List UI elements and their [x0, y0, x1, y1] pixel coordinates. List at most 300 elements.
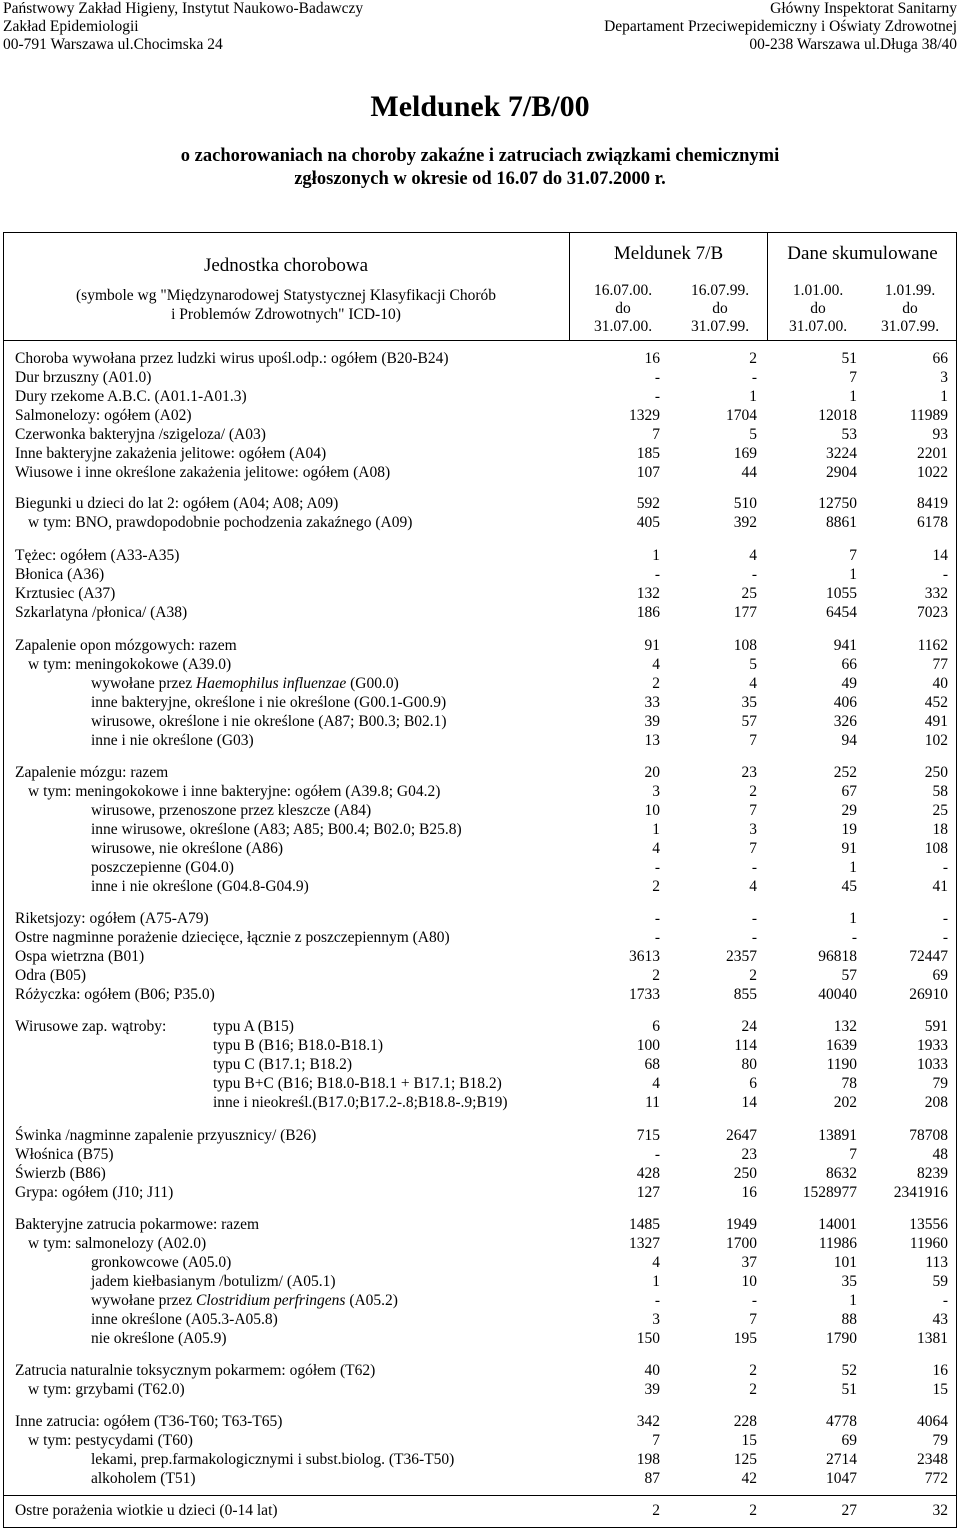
value-cell: 132 [833, 1018, 857, 1035]
value-cell: 252 [833, 764, 857, 781]
value-cell: 2201 [917, 445, 948, 462]
value-cell: 772 [924, 1470, 948, 1487]
value-cell: - [751, 929, 757, 946]
value-cell: 79 [932, 1432, 948, 1449]
value-cell: 715 [636, 1127, 660, 1144]
value-cell: 1 [849, 566, 857, 583]
value-cell: 14 [741, 1094, 757, 1111]
report-subtitle [0, 145, 960, 191]
value-cell: 1190 [826, 1056, 857, 1073]
table-row [0, 1036, 960, 1055]
value-cell: 94 [841, 732, 857, 749]
table-row [0, 584, 960, 603]
row-label: Czerwonka bakteryjna /szigeloza/ (A03) [15, 426, 266, 443]
row-label: inne i nie określone (G04.8-G04.9) [91, 878, 309, 895]
value-cell: - [942, 910, 948, 927]
table-row [0, 1017, 960, 1036]
value-cell: - [942, 859, 948, 876]
table-row [0, 349, 960, 368]
value-cell: - [654, 388, 660, 405]
row-label: Grypa: ogółem (J10; J11) [15, 1184, 174, 1201]
value-cell: 13556 [909, 1216, 948, 1233]
value-cell: 1 [849, 388, 857, 405]
value-cell: 72447 [909, 948, 948, 965]
value-cell: 33 [644, 694, 660, 711]
row-label: Dur brzuszny (A01.0) [15, 369, 152, 386]
value-cell: 4 [652, 1254, 660, 1271]
column-header-line: do [615, 300, 631, 317]
column-header-line: 1.01.99. [884, 282, 936, 299]
row-label: Inne zatrucia: ogółem (T36-T60; T63-T65) [15, 1413, 283, 1430]
row-label [91, 1291, 398, 1310]
row-label: w tym: meningokokowe i inne bakteryjne: ogółem (A39.8; G04.2) [28, 783, 441, 800]
value-cell: 100 [636, 1037, 660, 1054]
value-cell: 13891 [818, 1127, 857, 1144]
value-cell: 23 [741, 764, 757, 781]
value-cell: 7 [849, 1146, 857, 1163]
value-cell: 2 [749, 350, 757, 367]
table-row [0, 763, 960, 782]
value-cell: 1329 [629, 407, 660, 424]
value-cell: 15 [741, 1432, 757, 1449]
value-cell: 7 [749, 1311, 757, 1328]
value-cell: 113 [925, 1254, 948, 1271]
table-row [0, 1361, 960, 1380]
row-label: Dury rzekome A.B.C. (A01.1-A01.3) [15, 388, 247, 405]
value-cell: 4778 [826, 1413, 857, 1430]
sender-line: Państwowy Zakład Higieny, Instytut Naukowo-Badawczy [3, 0, 364, 17]
value-cell: 2 [652, 967, 660, 984]
table-row [0, 1272, 960, 1291]
value-cell: 2 [652, 1502, 660, 1519]
value-cell: 7 [652, 426, 660, 443]
row-label: Ospa wietrzna (B01) [15, 948, 145, 965]
value-cell: 16 [644, 350, 660, 367]
value-cell: 93 [932, 426, 948, 443]
value-cell: 1 [652, 1273, 660, 1290]
value-cell: 39 [644, 713, 660, 730]
table-row [0, 1234, 960, 1253]
value-cell: 4 [652, 840, 660, 857]
value-cell: 250 [733, 1165, 757, 1182]
table-row [0, 513, 960, 532]
value-cell: 6178 [917, 514, 948, 531]
table-row [0, 877, 960, 896]
value-cell: 35 [841, 1273, 857, 1290]
value-cell: - [654, 369, 660, 386]
value-cell: 4 [749, 547, 757, 564]
value-cell: 69 [841, 1432, 857, 1449]
row-label-part: (G00.0) [346, 675, 399, 692]
value-cell: 78708 [909, 1127, 948, 1144]
value-cell: 8239 [917, 1165, 948, 1182]
value-cell: 14001 [818, 1216, 857, 1233]
value-cell: 59 [932, 1273, 948, 1290]
value-cell: 8861 [826, 514, 857, 531]
value-cell: 332 [924, 585, 948, 602]
value-cell: 40040 [818, 986, 857, 1003]
row-label: Inne bakteryjne zakażenia jelitowe: ogółem (A04) [15, 445, 327, 462]
value-cell: 198 [636, 1451, 660, 1468]
value-cell: 1022 [917, 464, 948, 481]
value-cell: 591 [924, 1018, 948, 1035]
row-label: wirusowe, określone i nie określone (A87; B00.3; B02.1) [91, 713, 447, 730]
value-cell: - [654, 929, 660, 946]
value-cell: 27 [841, 1502, 857, 1519]
value-cell: 132 [636, 585, 660, 602]
row-label: Włośnica (B75) [15, 1146, 114, 1163]
table-row [0, 782, 960, 801]
value-cell: 11 [645, 1094, 660, 1111]
column-header-line: 16.07.00. [593, 282, 653, 299]
row-label: alkoholem (T51) [91, 1470, 196, 1487]
value-cell: - [751, 566, 757, 583]
value-cell: 1162 [917, 637, 948, 654]
value-cell: 79 [932, 1075, 948, 1092]
row-sublabel: typu A (B15) [213, 1018, 294, 1035]
value-cell: - [942, 1292, 948, 1309]
value-cell: 91 [841, 840, 857, 857]
value-cell: 1704 [726, 407, 757, 424]
value-cell: 15 [932, 1381, 948, 1398]
value-cell: 43 [932, 1311, 948, 1328]
row-label: lekami, prep.farmakologicznymi i subst.biolog. (T36-T50) [91, 1451, 455, 1468]
table-row [0, 1183, 960, 1202]
value-cell: 13 [644, 732, 660, 749]
value-cell: 1047 [826, 1470, 857, 1487]
value-cell: - [751, 369, 757, 386]
header-divider [3, 340, 957, 341]
table-row [0, 1164, 960, 1183]
value-cell: 428 [636, 1165, 660, 1182]
table-row [0, 966, 960, 985]
value-cell: 452 [924, 694, 948, 711]
column-header-line: do [902, 300, 918, 317]
row-label: inne i nie określone (G03) [91, 732, 254, 749]
group-header-report: Meldunek 7/B [613, 243, 724, 264]
value-cell: - [751, 859, 757, 876]
row-label-italic-part: Haemophilus influenzae [196, 675, 347, 692]
table-row [0, 368, 960, 387]
table-row [0, 1055, 960, 1074]
value-cell: 10 [644, 802, 660, 819]
value-cell: 10 [741, 1273, 757, 1290]
value-cell: 7 [749, 840, 757, 857]
value-cell: 4064 [917, 1413, 948, 1430]
value-cell: 67 [841, 783, 857, 800]
value-cell: 108 [924, 840, 948, 857]
unit-column-subtitle [3, 286, 569, 324]
value-cell: 78 [841, 1075, 857, 1092]
value-cell: 51 [841, 1381, 857, 1398]
value-cell: 1381 [917, 1330, 948, 1347]
value-cell: 2348 [917, 1451, 948, 1468]
value-cell: 510 [733, 495, 757, 512]
value-cell: 26910 [909, 986, 948, 1003]
table-row [0, 909, 960, 928]
report-title: Meldunek 7/B/00 [370, 90, 590, 123]
value-cell: 208 [924, 1094, 948, 1111]
value-cell: 77 [932, 656, 948, 673]
value-cell: 2 [749, 783, 757, 800]
value-cell: 49 [841, 675, 857, 692]
value-cell: 2647 [726, 1127, 757, 1144]
row-label: Riketsjozy: ogółem (A75-A79) [15, 910, 209, 927]
row-label-italic-part: Clostridium perfringens [196, 1292, 346, 1309]
value-cell: 250 [924, 764, 948, 781]
value-cell: 14 [932, 547, 948, 564]
row-label: Świerzb (B86) [15, 1165, 106, 1182]
subtitle-line: zgłoszonych w okresie od 16.07 do 31.07.2000 r. [294, 169, 666, 189]
table-row [0, 1329, 960, 1348]
row-label-part: wywołane przez [91, 1292, 197, 1309]
value-cell: 58 [932, 783, 948, 800]
footer-divider [3, 1495, 957, 1496]
value-cell: 11960 [909, 1235, 948, 1252]
value-cell: 2 [749, 1502, 757, 1519]
value-cell: 52 [841, 1362, 857, 1379]
column-header-line: 31.07.99. [690, 318, 750, 335]
sender-line: 00-791 Warszawa ul.Chocimska 24 [3, 36, 223, 53]
row-label: Tężec: ogółem (A33-A35) [15, 547, 180, 564]
value-cell: 326 [833, 713, 857, 730]
row-label: Błonica (A36) [15, 566, 105, 583]
value-cell: 32 [932, 1502, 948, 1519]
value-cell: 114 [734, 1037, 757, 1054]
table-row [0, 425, 960, 444]
row-label [91, 674, 399, 693]
value-cell: - [654, 910, 660, 927]
row-label: nie określone (A05.9) [91, 1330, 227, 1347]
unit-column-title: Jednostka chorobowa [203, 255, 369, 276]
row-label: Różyczka: ogółem (B06; P35.0) [15, 986, 215, 1003]
value-cell: 1 [749, 388, 757, 405]
table-row [0, 655, 960, 674]
table-row [0, 1145, 960, 1164]
value-cell: 4 [652, 656, 660, 673]
value-cell: 16 [741, 1184, 757, 1201]
value-cell: 2 [652, 675, 660, 692]
table-row [0, 1215, 960, 1234]
row-label: Wiusowe i inne określone zakażenia jelitowe: ogółem (A08) [15, 464, 391, 481]
value-cell: 150 [636, 1330, 660, 1347]
value-cell: 1933 [917, 1037, 948, 1054]
value-cell: 1033 [917, 1056, 948, 1073]
table-row [0, 712, 960, 731]
value-cell: 48 [932, 1146, 948, 1163]
value-cell: 68 [644, 1056, 660, 1073]
value-cell: 342 [636, 1413, 660, 1430]
column-header [578, 282, 668, 336]
value-cell: - [751, 1292, 757, 1309]
value-cell: 8632 [826, 1165, 857, 1182]
column-header [865, 282, 955, 336]
value-cell: 4 [749, 675, 757, 692]
value-cell: 102 [924, 732, 948, 749]
row-label: wirusowe, przenoszone przez kleszcze (A84) [91, 802, 372, 819]
row-label: poszczepienne (G04.0) [91, 859, 234, 876]
value-cell: 108 [733, 637, 757, 654]
value-cell: 29 [841, 802, 857, 819]
row-label: w tym: pestycydami (T60) [28, 1432, 193, 1449]
value-cell: 1949 [726, 1216, 757, 1233]
row-label: inne i nieokreśl.(B17.0;B17.2-.8;B18.8-.9;B19) [213, 1094, 508, 1111]
value-cell: 195 [733, 1330, 757, 1347]
value-cell: 12750 [818, 495, 857, 512]
value-cell: 228 [733, 1413, 757, 1430]
value-cell: 41 [932, 878, 948, 895]
value-cell: 18 [932, 821, 948, 838]
value-cell: 19 [841, 821, 857, 838]
value-cell: 66 [841, 656, 857, 673]
value-cell: 91 [644, 637, 660, 654]
row-label-part: (A05.2) [345, 1292, 398, 1309]
value-cell: - [942, 929, 948, 946]
table-row [0, 820, 960, 839]
value-cell: 39 [644, 1381, 660, 1398]
value-cell: 1 [940, 388, 948, 405]
row-label: Szkarlatyna /płonica/ (A38) [15, 604, 188, 621]
recipient-line: 00-238 Warszawa ul.Długa 38/40 [749, 36, 957, 53]
table-row [0, 565, 960, 584]
value-cell: 40 [644, 1362, 660, 1379]
row-label: w tym: grzybami (T62.0) [28, 1381, 185, 1398]
value-cell: 7 [749, 802, 757, 819]
value-cell: 35 [741, 694, 757, 711]
unit-subtitle-line: (symbole wg "Międzynarodowej Statystycznej Klasyfikacji Chorób [76, 287, 496, 304]
value-cell: 8419 [917, 495, 948, 512]
table-row [0, 1291, 960, 1310]
row-label: Ostre porażenia wiotkie u dzieci (0-14 lat) [15, 1502, 278, 1519]
table-row [0, 731, 960, 750]
row-label: Zapalenie mózgu: razem [15, 764, 169, 781]
value-cell: 2 [749, 1362, 757, 1379]
value-cell: 177 [733, 604, 757, 621]
value-cell: 87 [644, 1470, 660, 1487]
table-row [0, 406, 960, 425]
value-cell: 3613 [629, 948, 660, 965]
table-row [0, 1126, 960, 1145]
value-cell: 1 [652, 821, 660, 838]
value-cell: 406 [833, 694, 857, 711]
table-row [0, 1412, 960, 1431]
row-label: inne wirusowe, określone (A83; A85; B00.4; B02.0; B25.8) [91, 821, 462, 838]
value-cell: - [851, 929, 857, 946]
value-cell: 20 [644, 764, 660, 781]
value-cell: 1700 [726, 1235, 757, 1252]
value-cell: 405 [636, 514, 660, 531]
table-row [0, 546, 960, 565]
value-cell: 44 [741, 464, 757, 481]
table-row [0, 387, 960, 406]
value-cell: 1639 [826, 1037, 857, 1054]
row-label: Choroba wywołana przez ludzki wirus upośl.odp.: ogółem (B20-B24) [15, 350, 449, 367]
value-cell: - [654, 859, 660, 876]
value-cell: 855 [733, 986, 757, 1003]
column-header-line: 31.07.99. [880, 318, 940, 335]
value-cell: 185 [636, 445, 660, 462]
value-cell: 3224 [826, 445, 857, 462]
value-cell: 24 [741, 1018, 757, 1035]
sender-address [3, 0, 363, 54]
value-cell: 25 [932, 802, 948, 819]
table-row [0, 839, 960, 858]
value-cell: 2 [749, 1381, 757, 1398]
row-label: Zapalenie opon mózgowych: razem [15, 637, 237, 654]
value-cell: 7 [849, 547, 857, 564]
table-row [0, 801, 960, 820]
unit-subtitle-line: i Problemów Zdrowotnych" ICD-10) [171, 306, 401, 323]
row-label: Salmonelozy: ogółem (A02) [15, 407, 192, 424]
value-cell: 202 [833, 1094, 857, 1111]
value-cell: 5 [749, 426, 757, 443]
table-row [0, 928, 960, 947]
value-cell: 1485 [629, 1216, 660, 1233]
value-cell: 5 [749, 656, 757, 673]
table-row [0, 985, 960, 1004]
row-label: Wirusowe zap. wątroby: [15, 1018, 167, 1035]
value-cell: 3 [652, 1311, 660, 1328]
subtitle-line: o zachorowaniach na choroby zakaźne i zatruciach związkami chemicznymi [180, 146, 780, 166]
value-cell: 592 [636, 495, 660, 512]
value-cell: 57 [741, 713, 757, 730]
table-row [0, 463, 960, 482]
value-cell: 4 [749, 878, 757, 895]
value-cell: 1 [849, 1292, 857, 1309]
recipient-line: Główny Inspektorat Sanitarny [770, 0, 957, 17]
table-row [0, 858, 960, 877]
value-cell: 491 [924, 713, 948, 730]
row-label: inne bakteryjne, określone i nie określone (G00.1-G00.9) [91, 694, 447, 711]
value-cell: 186 [636, 604, 660, 621]
value-cell: 125 [733, 1451, 757, 1468]
table-row [0, 1501, 960, 1520]
group-header-cumulative: Dane skumulowane [787, 243, 938, 264]
value-cell: 4 [652, 1075, 660, 1092]
row-label-part: wywołane przez [91, 675, 197, 692]
value-cell: 1528977 [802, 1184, 857, 1201]
value-cell: 3 [652, 783, 660, 800]
value-cell: 1 [849, 910, 857, 927]
value-cell: 7 [849, 369, 857, 386]
column-header-line: do [810, 300, 826, 317]
value-cell: 11986 [818, 1235, 857, 1252]
row-label: typu B (B16; B18.0-B18.1) [213, 1037, 384, 1054]
row-label: w tym: BNO, prawdopodobnie pochodzenia zakaźnego (A09) [28, 514, 413, 531]
column-header [675, 282, 765, 336]
table-row [0, 494, 960, 513]
table-row [0, 603, 960, 622]
row-label: w tym: meningokokowe (A39.0) [28, 656, 232, 673]
value-cell: 45 [841, 878, 857, 895]
value-cell: 7023 [917, 604, 948, 621]
value-cell: 7 [749, 732, 757, 749]
value-cell: 16 [932, 1362, 948, 1379]
row-label: jadem kiełbasianym /botulizm/ (A05.1) [91, 1273, 336, 1290]
value-cell: 1790 [826, 1330, 857, 1347]
value-cell: 23 [741, 1146, 757, 1163]
row-label: typu B+C (B16; B18.0-B18.1 + B17.1; B18.2) [213, 1075, 502, 1092]
value-cell: 66 [932, 350, 948, 367]
table-row [0, 636, 960, 655]
value-cell: 3 [940, 369, 948, 386]
value-cell: 2 [652, 878, 660, 895]
value-cell: - [654, 1292, 660, 1309]
value-cell: 1055 [826, 585, 857, 602]
value-cell: 40 [932, 675, 948, 692]
table-row [0, 674, 960, 693]
table-row [0, 1093, 960, 1112]
